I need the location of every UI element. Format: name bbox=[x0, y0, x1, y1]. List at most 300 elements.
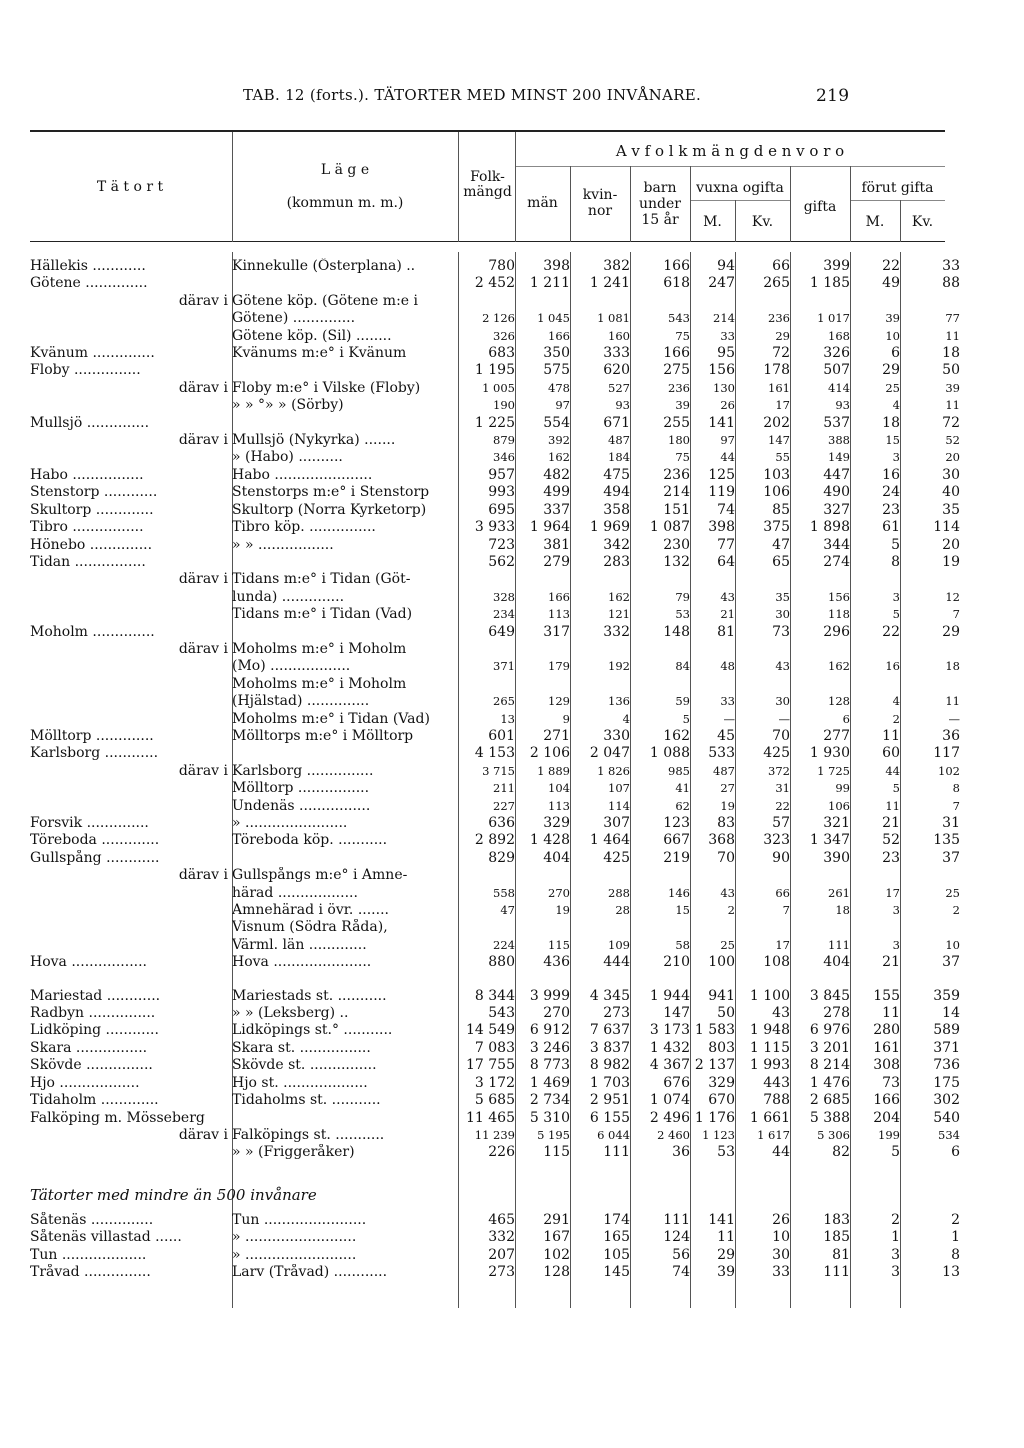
cell-value: 288 bbox=[608, 885, 630, 900]
cell-value: 10 bbox=[885, 328, 900, 343]
cell-value: 128 bbox=[828, 694, 850, 709]
cell-value: 2 bbox=[891, 1211, 900, 1228]
cell-value: — bbox=[778, 711, 790, 726]
cell-tatort: Mullsjö .............. bbox=[30, 414, 150, 431]
cell-tatort: Stenstorp ............ bbox=[30, 484, 158, 501]
cell-value: 1 088 bbox=[649, 745, 690, 762]
cell-value: 77 bbox=[945, 311, 960, 326]
cell-tatort: Mölltorp ............. bbox=[30, 727, 154, 744]
cell-value: 226 bbox=[488, 1144, 515, 1161]
cell-value: 670 bbox=[708, 1092, 735, 1109]
table-title: TAB. 12 (forts.). TÄTORTER MED MINST 200 INVÅNARE. bbox=[243, 86, 702, 104]
cell-lage: Larv (Tråvad) ............ bbox=[232, 1263, 388, 1280]
table-row bbox=[30, 867, 960, 884]
table-row bbox=[30, 763, 960, 780]
cell-value bbox=[850, 919, 900, 936]
cell-value: 184 bbox=[608, 450, 630, 465]
cell-value: 2 126 bbox=[482, 311, 515, 326]
cell-value bbox=[900, 919, 960, 936]
cell-value: 33 bbox=[942, 258, 960, 274]
cell-lage: » ......................... bbox=[232, 1246, 357, 1263]
cell-lage bbox=[232, 624, 458, 641]
cell-value bbox=[458, 676, 515, 693]
cell-tatort bbox=[30, 589, 232, 606]
cell-value: 6 912 bbox=[529, 1022, 570, 1039]
cell-value: 880 bbox=[488, 954, 515, 971]
cell-value: 326 bbox=[823, 345, 850, 362]
cell-value: 2 892 bbox=[474, 832, 515, 849]
cell-value bbox=[515, 867, 570, 884]
cell-value: 43 bbox=[775, 659, 790, 674]
cell-tatort: därav i bbox=[178, 571, 228, 588]
cell-value: 985 bbox=[668, 763, 690, 778]
cell-lage: Skara st. ................ bbox=[232, 1039, 371, 1056]
cell-value: 39 bbox=[675, 398, 690, 413]
cell-value: 540 bbox=[933, 1109, 960, 1126]
cell-value bbox=[570, 867, 630, 884]
col-header-vuxna: vuxna ogifta bbox=[696, 180, 784, 196]
cell-value: 174 bbox=[603, 1211, 630, 1228]
cell-lage bbox=[232, 1110, 458, 1127]
cell-value: 1 583 bbox=[694, 1022, 735, 1039]
cell-value: 392 bbox=[548, 433, 570, 448]
cell-value bbox=[630, 919, 690, 936]
cell-value: 398 bbox=[543, 258, 570, 274]
cell-tatort bbox=[30, 711, 232, 728]
cell-value: 33 bbox=[720, 694, 735, 709]
cell-value: 100 bbox=[708, 954, 735, 971]
cell-value: 17 bbox=[775, 937, 790, 952]
cell-tatort: Hönebo .............. bbox=[30, 536, 153, 553]
cell-value: 115 bbox=[548, 937, 570, 952]
cell-value: 93 bbox=[615, 398, 630, 413]
cell-tatort: Lidköping ............ bbox=[30, 1022, 159, 1039]
cell-value: 39 bbox=[717, 1263, 735, 1280]
cell-tatort: därav i bbox=[178, 762, 228, 779]
cell-value bbox=[515, 676, 570, 693]
cell-tatort: Tråvad ............... bbox=[30, 1263, 151, 1280]
cell-value: 1 464 bbox=[589, 832, 630, 849]
cell-lage: Karlsborg ............... bbox=[232, 762, 374, 779]
cell-lage: Götene) .............. bbox=[232, 310, 356, 327]
cell-value: 25 bbox=[885, 380, 900, 395]
cell-value: 736 bbox=[933, 1057, 960, 1074]
cell-tatort: Tibro ................ bbox=[30, 519, 144, 536]
cell-tatort bbox=[30, 1144, 232, 1161]
table-row bbox=[30, 258, 960, 275]
cell-value: 180 bbox=[668, 433, 690, 448]
table-row bbox=[30, 293, 960, 310]
cell-value: 29 bbox=[882, 362, 900, 379]
cell-value: 22 bbox=[775, 798, 790, 813]
cell-value: 5 685 bbox=[474, 1092, 515, 1109]
cell-value: 3 201 bbox=[809, 1039, 850, 1056]
cell-value: 22 bbox=[882, 258, 900, 274]
table-row bbox=[30, 832, 960, 849]
cell-value: 562 bbox=[488, 553, 515, 570]
page-number: 219 bbox=[816, 86, 850, 106]
col-header-forut: förut gifta bbox=[861, 180, 934, 196]
cell-value: 332 bbox=[488, 1229, 515, 1246]
cell-value: 425 bbox=[603, 849, 630, 866]
cell-value: 74 bbox=[672, 1263, 690, 1280]
cell-value: 70 bbox=[717, 849, 735, 866]
cell-lage: Hova ...................... bbox=[232, 954, 372, 971]
section-heading: Tätorter med mindre än 500 invånare bbox=[30, 1185, 317, 1204]
cell-value bbox=[630, 867, 690, 884]
cell-value: 124 bbox=[663, 1229, 690, 1246]
cell-lage: Moholms m:e° i Tidan (Vad) bbox=[232, 710, 430, 727]
cell-value bbox=[570, 571, 630, 588]
cell-value: 18 bbox=[945, 659, 960, 674]
cell-value: 151 bbox=[663, 501, 690, 518]
cell-value: 28 bbox=[615, 903, 630, 918]
cell-lage: Tibro köp. ............... bbox=[232, 519, 376, 536]
cell-value: 5 bbox=[682, 711, 690, 726]
cell-value: 202 bbox=[763, 414, 790, 431]
cell-tatort bbox=[30, 328, 232, 345]
cell-value: 6 155 bbox=[589, 1109, 630, 1126]
cell-value: 210 bbox=[663, 954, 690, 971]
cell-lage: lunda) .............. bbox=[232, 588, 345, 605]
cell-lage: Habo ...................... bbox=[232, 466, 373, 483]
cell-value: 166 bbox=[663, 345, 690, 362]
cell-value: 207 bbox=[488, 1246, 515, 1263]
cell-value: 36 bbox=[942, 727, 960, 744]
cell-value: 1 930 bbox=[809, 745, 850, 762]
cell-value bbox=[850, 676, 900, 693]
cell-value: 307 bbox=[603, 815, 630, 831]
cell-value: 219 bbox=[663, 849, 690, 866]
cell-tatort: Radbyn ............... bbox=[30, 1005, 156, 1022]
cell-value: 265 bbox=[493, 694, 515, 709]
table-row bbox=[30, 449, 960, 466]
cell-value: 30 bbox=[775, 607, 790, 622]
cell-tatort bbox=[30, 919, 232, 936]
table-row bbox=[30, 711, 960, 728]
cell-tatort: Floby ............... bbox=[30, 362, 141, 379]
cell-value: 829 bbox=[488, 849, 515, 866]
cell-value: 425 bbox=[763, 745, 790, 762]
cell-value: 160 bbox=[608, 328, 630, 343]
cell-value: 283 bbox=[603, 553, 630, 570]
table-row bbox=[30, 885, 960, 902]
cell-lage: Tidaholms st. ........... bbox=[232, 1092, 381, 1109]
cell-value: 166 bbox=[548, 589, 570, 604]
cell-value: 271 bbox=[543, 727, 570, 744]
cell-value bbox=[690, 571, 735, 588]
table-body bbox=[30, 258, 960, 1281]
cell-tatort bbox=[30, 798, 232, 815]
cell-value: 26 bbox=[772, 1211, 790, 1228]
cell-value: 125 bbox=[708, 466, 735, 483]
cell-tatort bbox=[30, 676, 232, 693]
col-header-folk-sub: mängd bbox=[463, 184, 512, 200]
cell-tatort: Såtenäs .............. bbox=[30, 1211, 154, 1228]
cell-value: 344 bbox=[823, 536, 850, 553]
cell-value: 21 bbox=[882, 815, 900, 831]
cell-lage: » ....................... bbox=[232, 815, 348, 831]
cell-value: 53 bbox=[717, 1144, 735, 1161]
cell-value: 308 bbox=[873, 1057, 900, 1074]
cell-tatort bbox=[30, 397, 232, 414]
cell-value: 102 bbox=[543, 1246, 570, 1263]
cell-value: 33 bbox=[720, 328, 735, 343]
table-row bbox=[30, 502, 960, 519]
table-row bbox=[30, 1264, 960, 1281]
table-row bbox=[30, 798, 960, 815]
cell-value: 115 bbox=[543, 1144, 570, 1161]
cell-lage: Visnum (Södra Råda), bbox=[232, 919, 388, 936]
cell-value: 1 017 bbox=[817, 311, 850, 326]
cell-value: 3 246 bbox=[529, 1039, 570, 1056]
cell-value bbox=[458, 571, 515, 588]
table-row bbox=[30, 1022, 960, 1039]
cell-value: 59 bbox=[675, 694, 690, 709]
cell-value: 106 bbox=[763, 484, 790, 501]
cell-value: 162 bbox=[608, 589, 630, 604]
cell-value: 2 bbox=[951, 1211, 960, 1228]
cell-value bbox=[570, 919, 630, 936]
table-row bbox=[30, 988, 960, 1005]
cell-tatort: därav i bbox=[178, 432, 228, 449]
cell-value: 1 bbox=[951, 1229, 960, 1246]
cell-value: 382 bbox=[603, 258, 630, 274]
cell-tatort: Töreboda ............. bbox=[30, 832, 160, 849]
cell-lage bbox=[232, 554, 458, 571]
cell-value: 52 bbox=[945, 433, 960, 448]
cell-value: 128 bbox=[543, 1263, 570, 1280]
cell-value: 291 bbox=[543, 1211, 570, 1228]
cell-value bbox=[690, 676, 735, 693]
cell-tatort: Mariestad ............ bbox=[30, 987, 161, 1004]
cell-value: 7 bbox=[952, 607, 960, 622]
table-row bbox=[30, 1040, 960, 1057]
cell-value: 166 bbox=[548, 328, 570, 343]
cell-value: 273 bbox=[603, 1005, 630, 1022]
cell-value: 82 bbox=[832, 1144, 850, 1161]
cell-value: 61 bbox=[882, 519, 900, 536]
table-row bbox=[30, 1057, 960, 1074]
cell-value: 8 bbox=[891, 553, 900, 570]
table-row bbox=[30, 745, 960, 762]
cell-value: 190 bbox=[493, 398, 515, 413]
cell-value: 534 bbox=[938, 1127, 960, 1142]
cell-value: 1 115 bbox=[749, 1039, 790, 1056]
cell-value: 404 bbox=[823, 954, 850, 971]
cell-value bbox=[630, 676, 690, 693]
cell-value: 19 bbox=[555, 903, 570, 918]
cell-value: 44 bbox=[720, 450, 735, 465]
cell-lage: » » °» » (Sörby) bbox=[232, 397, 344, 414]
cell-value bbox=[458, 919, 515, 936]
table-row bbox=[30, 1127, 960, 1144]
cell-value: 270 bbox=[543, 1005, 570, 1022]
cell-value: 149 bbox=[828, 450, 850, 465]
cell-value: 4 153 bbox=[474, 745, 515, 762]
cell-value: 58 bbox=[675, 937, 690, 952]
cell-value: 327 bbox=[823, 501, 850, 518]
cell-value: 102 bbox=[938, 763, 960, 778]
cell-value: 5 bbox=[891, 536, 900, 553]
cell-lage: Stenstorps m:e° i Stenstorp bbox=[232, 484, 430, 501]
cell-value: 70 bbox=[772, 727, 790, 744]
cell-value bbox=[900, 293, 960, 310]
cell-value: 399 bbox=[823, 258, 850, 274]
cell-value bbox=[458, 641, 515, 658]
spacer bbox=[30, 972, 960, 988]
cell-value: 66 bbox=[775, 885, 790, 900]
cell-value: 30 bbox=[775, 694, 790, 709]
cell-value: 333 bbox=[603, 345, 630, 362]
cell-value: 147 bbox=[768, 433, 790, 448]
cell-lage bbox=[232, 850, 458, 867]
cell-tatort bbox=[30, 606, 232, 623]
cell-value: 65 bbox=[772, 553, 790, 570]
cell-lage: » » ................. bbox=[232, 536, 334, 553]
cell-value: 161 bbox=[873, 1039, 900, 1056]
cell-value: 16 bbox=[885, 659, 900, 674]
cell-value: 155 bbox=[873, 987, 900, 1004]
cell-value: 3 bbox=[891, 1263, 900, 1280]
cell-value: 1 964 bbox=[529, 519, 570, 536]
cell-value: 7 bbox=[782, 903, 790, 918]
col-header-forut-m: M. bbox=[865, 214, 885, 230]
cell-value: 234 bbox=[493, 607, 515, 622]
cell-value: 326 bbox=[493, 328, 515, 343]
cell-value: 1 123 bbox=[702, 1127, 735, 1142]
table-row bbox=[30, 1247, 960, 1264]
cell-value: 136 bbox=[608, 694, 630, 709]
cell-value: 554 bbox=[543, 414, 570, 431]
cell-value: 1 948 bbox=[749, 1022, 790, 1039]
cell-value: 1 045 bbox=[537, 311, 570, 326]
table-row bbox=[30, 693, 960, 710]
cell-value: 620 bbox=[603, 362, 630, 379]
cell-value: 178 bbox=[763, 362, 790, 379]
cell-value: 185 bbox=[823, 1229, 850, 1246]
cell-value: 109 bbox=[608, 937, 630, 952]
cell-value: 77 bbox=[717, 536, 735, 553]
table-row bbox=[30, 328, 960, 345]
cell-lage bbox=[232, 362, 458, 379]
cell-value: 74 bbox=[717, 501, 735, 518]
cell-value: 3 999 bbox=[529, 987, 570, 1004]
cell-lage: » » (Leksberg) .. bbox=[232, 1005, 349, 1022]
cell-tatort: Tidaholm ............. bbox=[30, 1092, 159, 1109]
cell-value: 25 bbox=[720, 937, 735, 952]
cell-value: 3 bbox=[892, 937, 900, 952]
cell-lage: Falköpings st. ........... bbox=[232, 1126, 385, 1143]
table-row bbox=[30, 310, 960, 327]
cell-value: 2 496 bbox=[649, 1109, 690, 1126]
cell-value: 7 bbox=[952, 798, 960, 813]
cell-value: 11 bbox=[945, 694, 960, 709]
cell-value: 1 241 bbox=[589, 275, 630, 292]
cell-value: 111 bbox=[823, 1263, 850, 1280]
cell-value: 30 bbox=[772, 1246, 790, 1263]
cell-value: 5 195 bbox=[537, 1127, 570, 1142]
cell-value: 199 bbox=[878, 1127, 900, 1142]
cell-value: 18 bbox=[882, 414, 900, 431]
cell-value: 53 bbox=[675, 607, 690, 622]
cell-tatort: därav i bbox=[178, 292, 228, 309]
cell-value: 2 047 bbox=[589, 745, 630, 762]
cell-value: 1 087 bbox=[649, 519, 690, 536]
cell-value: 4 bbox=[892, 398, 900, 413]
cell-value: 75 bbox=[675, 450, 690, 465]
cell-value: 3 bbox=[892, 903, 900, 918]
cell-value: 5 bbox=[892, 781, 900, 796]
cell-value: 40 bbox=[942, 484, 960, 501]
cell-tatort bbox=[30, 885, 232, 902]
cell-value: 329 bbox=[708, 1074, 735, 1091]
col-header-gifta: gifta bbox=[803, 199, 837, 215]
cell-value: 21 bbox=[882, 954, 900, 971]
cell-value: 8 bbox=[952, 781, 960, 796]
cell-lage: Töreboda köp. ........... bbox=[232, 832, 388, 849]
cell-value: 671 bbox=[603, 414, 630, 431]
cell-tatort bbox=[30, 780, 232, 797]
cell-value: 1 617 bbox=[757, 1127, 790, 1142]
cell-value: 589 bbox=[933, 1022, 960, 1039]
cell-tatort bbox=[30, 937, 232, 954]
cell-value bbox=[690, 293, 735, 310]
cell-value bbox=[570, 676, 630, 693]
cell-tatort: Kvänum .............. bbox=[30, 345, 155, 362]
cell-value: 111 bbox=[828, 937, 850, 952]
table-row bbox=[30, 624, 960, 641]
table-row bbox=[30, 1110, 960, 1127]
table-row bbox=[30, 676, 960, 693]
cell-value: 11 bbox=[945, 398, 960, 413]
cell-value: 1 185 bbox=[809, 275, 850, 292]
cell-value: 43 bbox=[720, 885, 735, 900]
cell-value: 72 bbox=[772, 345, 790, 362]
table-row bbox=[30, 571, 960, 588]
table-row bbox=[30, 902, 960, 919]
cell-value: 371 bbox=[493, 659, 515, 674]
cell-value: 211 bbox=[493, 781, 515, 796]
cell-value: 499 bbox=[543, 484, 570, 501]
cell-value: 24 bbox=[882, 484, 900, 501]
cell-value: 162 bbox=[663, 727, 690, 744]
cell-value: 2 bbox=[727, 903, 735, 918]
cell-value: 1 725 bbox=[817, 763, 850, 778]
cell-value: 43 bbox=[720, 589, 735, 604]
cell-lage: Skövde st. ............... bbox=[232, 1057, 377, 1074]
cell-value bbox=[570, 293, 630, 310]
cell-tatort: Falköping m. Mösseberg bbox=[30, 1109, 205, 1126]
cell-tatort: Skövde ............... bbox=[30, 1057, 153, 1074]
cell-value: 167 bbox=[543, 1229, 570, 1246]
cell-value bbox=[690, 867, 735, 884]
cell-value bbox=[850, 641, 900, 658]
cell-value: 11 bbox=[885, 798, 900, 813]
cell-value: 44 bbox=[772, 1144, 790, 1161]
cell-value: 328 bbox=[493, 589, 515, 604]
cell-value: 85 bbox=[772, 501, 790, 518]
cell-tatort: Moholm .............. bbox=[30, 623, 155, 640]
cell-value: 47 bbox=[772, 536, 790, 553]
table-row bbox=[30, 954, 960, 971]
cell-value: 330 bbox=[603, 727, 630, 744]
table-row bbox=[30, 1162, 960, 1178]
cell-value: 36 bbox=[672, 1144, 690, 1161]
table-row bbox=[30, 415, 960, 432]
cell-value: 4 367 bbox=[649, 1057, 690, 1074]
col-header-barn: barn bbox=[643, 180, 677, 196]
